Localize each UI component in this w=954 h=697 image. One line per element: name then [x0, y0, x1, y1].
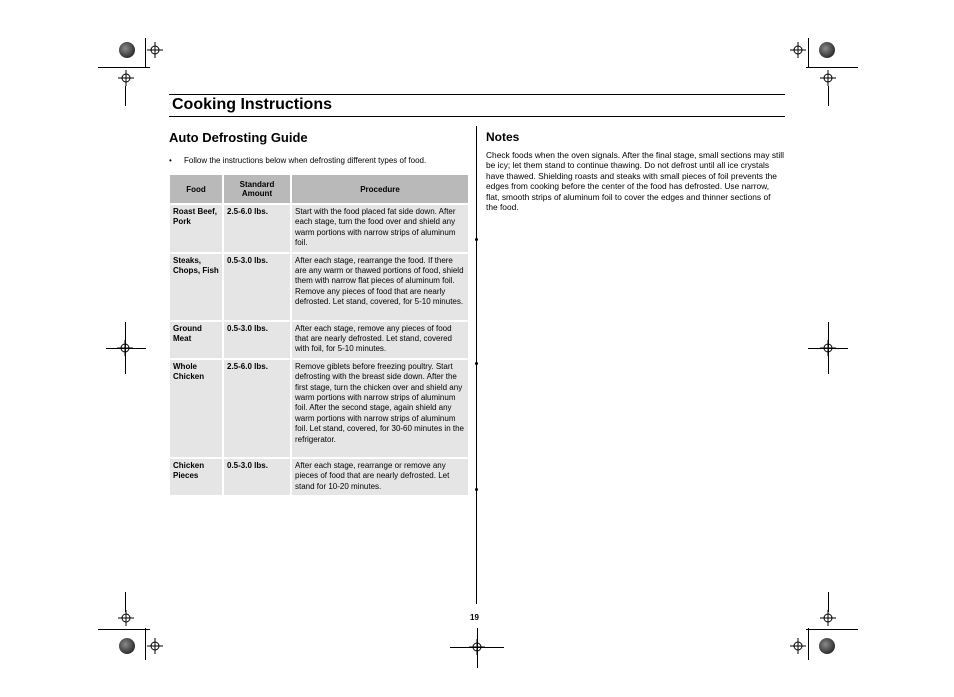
- trim-line: [145, 628, 146, 660]
- defrost-table: [168, 173, 470, 497]
- amount-cell: 2.5-6.0 lbs.: [224, 360, 290, 457]
- trim-line: [808, 348, 848, 349]
- table-row: [170, 205, 468, 252]
- intro-text: Follow the instructions below when defrosting different types of food.: [184, 156, 427, 165]
- procedure-cell: Start with the food placed fat side down. After each stage, turn the food over and shield any warm portions with narrow strips of aluminum foil.: [292, 205, 468, 252]
- table-row: [170, 459, 468, 495]
- divider-dot: [475, 488, 478, 491]
- column-divider: [476, 126, 477, 604]
- crosshair-icon: [147, 42, 163, 58]
- food-cell: Ground Meat: [170, 322, 222, 358]
- trim-line: [808, 628, 809, 660]
- amount-cell: 0.5-3.0 lbs.: [224, 322, 290, 358]
- divider-dot: [475, 362, 478, 365]
- column-header-food: Food: [170, 175, 222, 203]
- bullet-icon: •: [169, 156, 172, 165]
- notes-text: Check foods when the oven signals. After the final stage, small sections may still be icy; let them stand to continue thawing. Do not defrost until all ice crystals have thawed. Shielding roasts and steaks with small pieces of foil prevents the edges from cooking before the center of the food has defrosted. Use narrow, flat, smooth strips of aluminum foil to cover the edges and thinner sections of the food.: [486, 150, 784, 213]
- crosshair-icon: [118, 610, 134, 626]
- food-cell: Roast Beef, Pork: [170, 205, 222, 252]
- table-row: [170, 254, 468, 320]
- food-cell: Chicken Pieces: [170, 459, 222, 495]
- procedure-cell: After each stage, rearrange or remove any pieces of food that are nearly defrosted. Let stand for 10-20 minutes.: [292, 459, 468, 495]
- registration-ball-icon: [819, 638, 835, 654]
- divider-dot: [475, 238, 478, 241]
- trim-line: [145, 38, 146, 68]
- procedure-cell: After each stage, rearrange the food. If there are any warm or thawed portions of food, shield them with narrow flat pieces of aluminum foil. Remove any pieces of food that are nearly defrosted. Let stand, covered, for 5-10 minutes.: [292, 254, 468, 320]
- trim-line: [828, 592, 829, 612]
- food-cell: Whole Chicken: [170, 360, 222, 457]
- table-row: [170, 322, 468, 358]
- crosshair-icon: [118, 70, 134, 86]
- table-row: [170, 360, 468, 457]
- procedure-cell: After each stage, remove any pieces of food that are nearly defrosted. Let stand, covered with foil, for 5-10 minutes.: [292, 322, 468, 358]
- trim-line: [477, 628, 478, 668]
- crosshair-icon: [820, 610, 836, 626]
- crosshair-icon: [790, 638, 806, 654]
- registration-ball-icon: [119, 42, 135, 58]
- crosshair-icon: [147, 638, 163, 654]
- registration-ball-icon: [819, 42, 835, 58]
- notes-title: Notes: [486, 130, 520, 144]
- amount-cell: 0.5-3.0 lbs.: [224, 459, 290, 495]
- trim-line: [98, 67, 150, 68]
- column-header-amount: Standard Amount: [224, 175, 290, 203]
- amount-cell: 2.5-6.0 lbs.: [224, 205, 290, 252]
- column-header-procedure: Procedure: [292, 175, 468, 203]
- crosshair-icon: [820, 70, 836, 86]
- trim-line: [828, 86, 829, 106]
- crosshair-icon: [790, 42, 806, 58]
- table-header-row: [170, 175, 468, 203]
- amount-cell: 0.5-3.0 lbs.: [224, 254, 290, 320]
- intro-bullet-item: [169, 156, 426, 165]
- trim-line: [106, 348, 146, 349]
- food-cell: Steaks, Chops, Fish: [170, 254, 222, 320]
- trim-line: [98, 629, 150, 630]
- trim-line: [806, 67, 858, 68]
- page-title: Cooking Instructions: [172, 96, 332, 113]
- trim-line: [808, 38, 809, 68]
- header-rule-bottom: [169, 116, 785, 117]
- trim-line: [806, 629, 858, 630]
- registration-ball-icon: [119, 638, 135, 654]
- trim-line: [125, 86, 126, 106]
- page-number: 19: [470, 613, 479, 622]
- section-title: Auto Defrosting Guide: [169, 130, 308, 145]
- trim-line: [125, 592, 126, 612]
- procedure-cell: Remove giblets before freezing poultry. Start defrosting with the breast side down. After the first stage, turn the chicken over and shield any warm portions with narrow strips of aluminum foil. After the second stage, again shield any warm portions with narrow strips of aluminum foil. Let stand, covered, for 30-60 minutes in the refrigerator.: [292, 360, 468, 457]
